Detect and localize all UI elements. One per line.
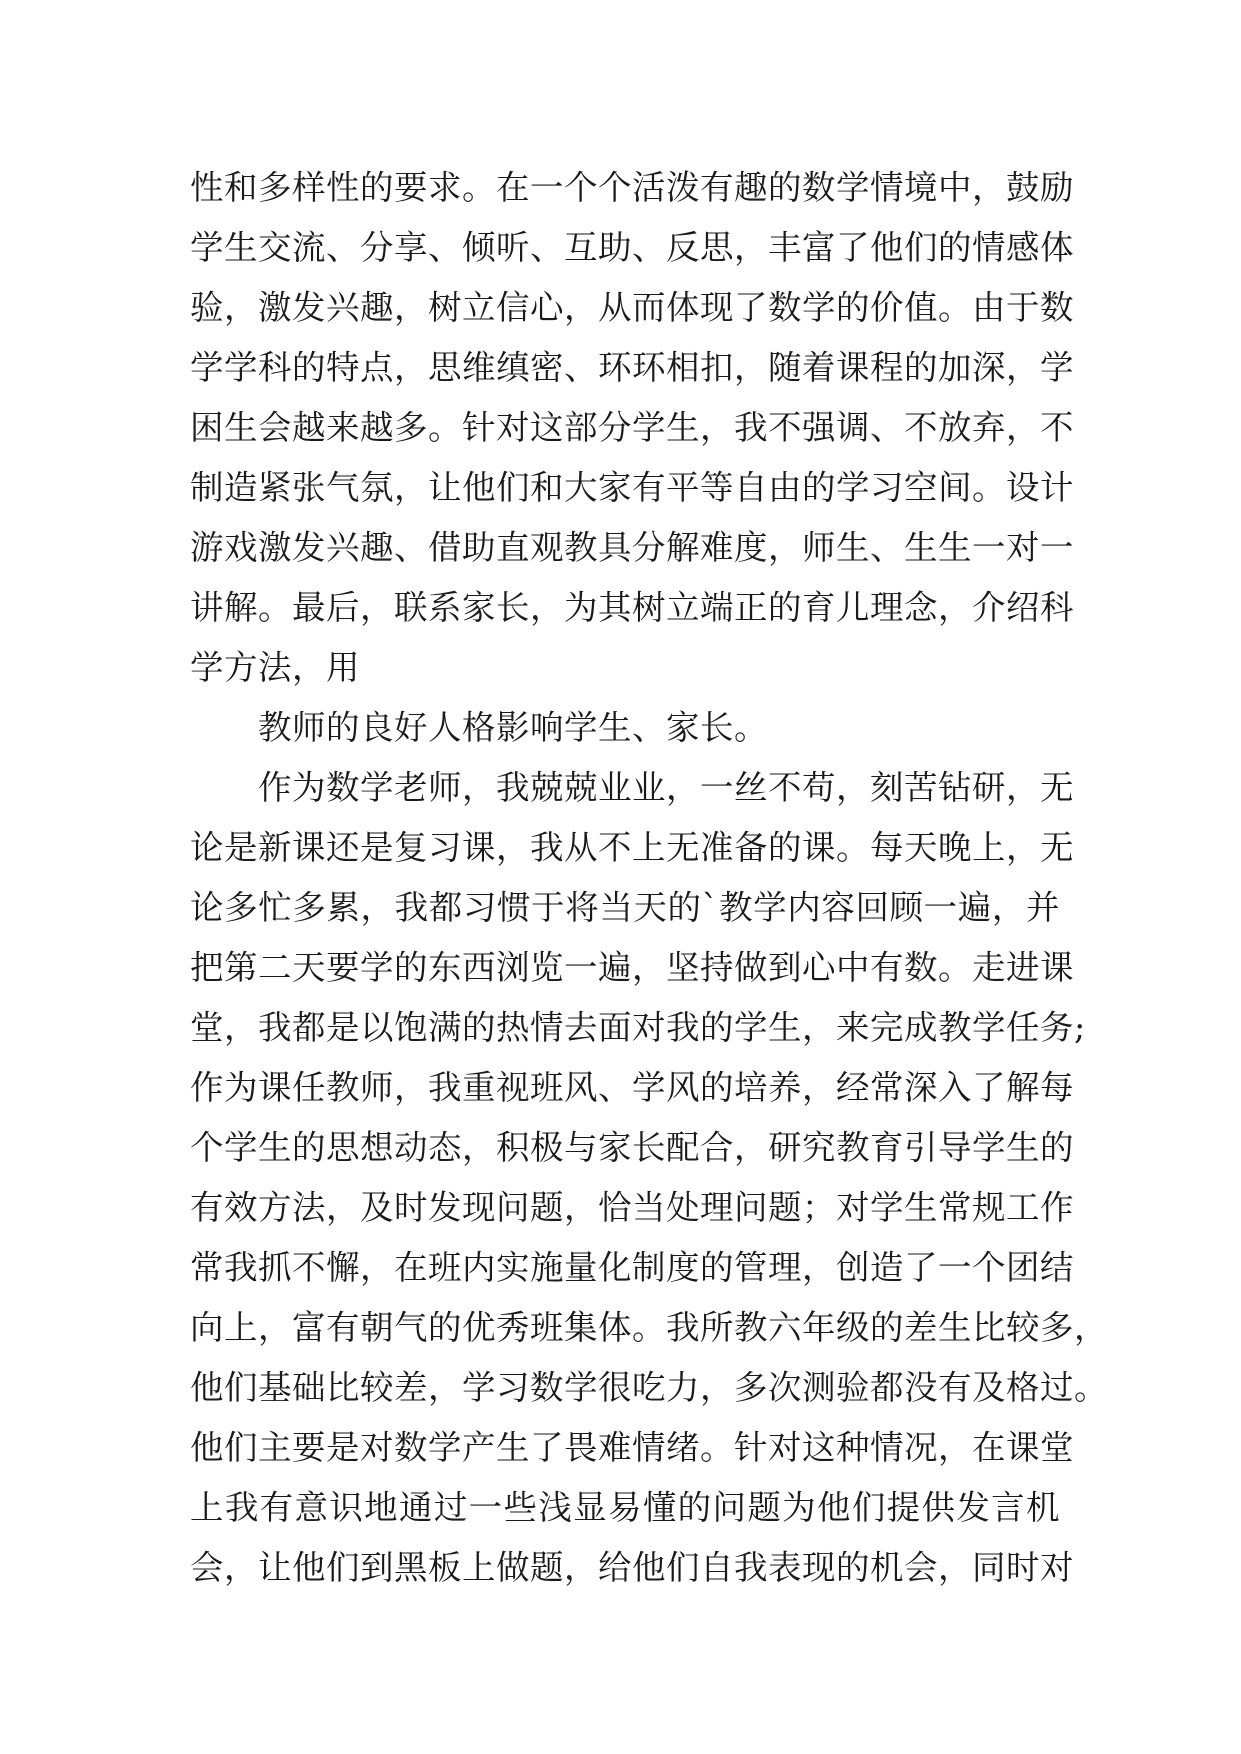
text-line: 有效方法，及时发现问题，恰当处理问题；对学生常规工作 (190, 1188, 1074, 1227)
text-line: 学学科的特点，思维缜密、环环相扣，随着课程的加深，学 (190, 348, 1074, 387)
text-line: 游戏激发兴趣、借助直观教具分解难度，师生、生生一对一 (190, 528, 1074, 567)
text-line: 作为课任教师，我重视班风、学风的培养，经常深入了解每 (190, 1068, 1074, 1107)
text-line: 他们基础比较差，学习数学很吃力，多次测验都没有及格过。 (190, 1368, 1108, 1407)
text-line: 他们主要是对数学产生了畏难情绪。针对这种情况，在课堂 (190, 1428, 1074, 1467)
paragraph-line: 作为数学老师，我兢兢业业，一丝不苟，刻苦钻研，无 (258, 768, 1074, 807)
text-line: 讲解。最后，联系家长，为其树立端正的育儿理念，介绍科 (190, 588, 1074, 627)
text-line: 上我有意识地通过一些浅显易懂的问题为他们提供发言机 (190, 1488, 1060, 1527)
text-line: 论是新课还是复习课，我从不上无准备的课。每天晚上，无 (190, 828, 1074, 867)
text-line: 把第二天要学的东西浏览一遍，坚持做到心中有数。走进课 (190, 948, 1074, 987)
text-line: 论多忙多累，我都习惯于将当天的`教学内容回顾一遍，并 (190, 888, 1060, 927)
text-line: 个学生的思想动态，积极与家长配合，研究教育引导学生的 (190, 1128, 1074, 1167)
text-line: 常我抓不懈，在班内实施量化制度的管理，创造了一个团结 (190, 1248, 1074, 1287)
text-line: 困生会越来越多。针对这部分学生，我不强调、不放弃，不 (190, 408, 1074, 447)
paragraph-line: 教师的良好人格影响学生、家长。 (258, 708, 768, 747)
text-line: 验，激发兴趣，树立信心，从而体现了数学的价值。由于数 (190, 288, 1074, 327)
text-line: 会，让他们到黑板上做题，给他们自我表现的机会，同时对 (190, 1548, 1074, 1587)
text-line: 堂，我都是以饱满的热情去面对我的学生，来完成教学任务; (190, 1008, 1086, 1047)
text-line: 学方法，用 (190, 648, 360, 687)
text-line: 性和多样性的要求。在一个个活泼有趣的数学情境中，鼓励 (190, 168, 1074, 207)
text-line: 学生交流、分享、倾听、互助、反思，丰富了他们的情感体 (190, 228, 1074, 267)
text-line: 向上，富有朝气的优秀班集体。我所教六年级的差生比较多， (190, 1308, 1108, 1347)
text-line: 制造紧张气氛，让他们和大家有平等自由的学习空间。设计 (190, 468, 1074, 507)
document-body (190, 158, 1108, 1598)
